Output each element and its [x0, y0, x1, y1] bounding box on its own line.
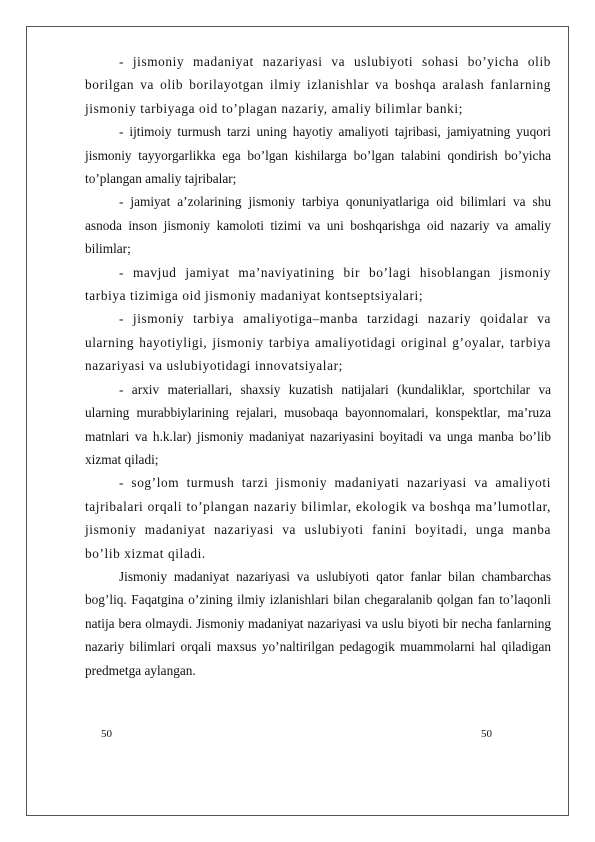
paragraph-4: - mavjud jamiyat ma’naviyatining bir bo’lagi hisoblangan jismoniy tarbiya tizimiga oid jismoniy madaniyat kontseptsiyalari; [85, 264, 551, 304]
paragraph-3: - jamiyat a’zolarining jismoniy tarbiya qonuniyatlariga oid bilimlari va shu asnoda inson jismoniy kamoloti tizimi va uni boshqarishga oid nazariy va amaliy bilimlar; [85, 194, 551, 257]
paragraph-1: - jismoniy madaniyat nazariyasi va uslubiyoti sohasi bo’yicha olib borilgan va olib borilayotgan ilmiy izlanishlar va boshqa aralash fanlarning jismoniy tarbiyaga oid to’plagan nazariy, amaliy bilimlar banki; [85, 54, 551, 116]
paragraph-8: Jismoniy madaniyat nazariyasi va uslubiyoti qator fanlar bilan chambarchas bog’liq. Faqatgina o’zining ilmiy izlanishlari bilan chegaralanib qolgan fan to’laqonli natija bera olmaydi. Jismoniy madaniyat nazariyasi va uslu biyoti bir necha fanlarning nazariy bilimlari orqali maxsus yo’naltirilgan pedagogik muammolarni hal qiladigan predmetga aylangan. [85, 568, 551, 678]
paragraph-7: - sog’lom turmush tarzi jismoniy madaniyati nazariyasi va amaliyoti tajribalari orqali to’plangan nazariy bilimlar, ekologik va boshqa ma’lumotlar, jismoniy madaniyat nazariyasi va uslubiyoti fanini boyitadi, unga manba bo’lib xizmat qiladi. [85, 475, 551, 561]
paragraph-5: - jismoniy tarbiya amaliyotiga–manba tarzidagi nazariy qoidalar va ularning hayotiyligi, jismoniy tarbiya amaliyotidagi original g’oyalar, tarbiya nazariyasi va uslubiyotidagi innovatsiyalar; [85, 311, 551, 374]
page-number-left: 50 [101, 728, 112, 740]
paragraph-2: - ijtimoiy turmush tarzi uning hayotiy amaliyoti tajribasi, jamiyatning yuqori jismoniy tayyorgarlikka ega bo’lgan kishilarga bo’lgan talabini qondirish bo’yicha to’plangan amaliy tajribalar; [85, 124, 551, 187]
document-body [85, 50, 551, 682]
paragraph-6: - arxiv materiallari, shaxsiy kuzatish natijalari (kundaliklar, sportchilar va ularning murabbiylarining rejalari, musobaqa bayonnomalari, konspektlar, ma’ruza matnlari va h.k.lar) jismoniy madaniyat nazariyasini boyitadi va unga manba bo’lib xizmat qiladi; [85, 381, 551, 467]
page-number-right: 50 [481, 728, 492, 740]
